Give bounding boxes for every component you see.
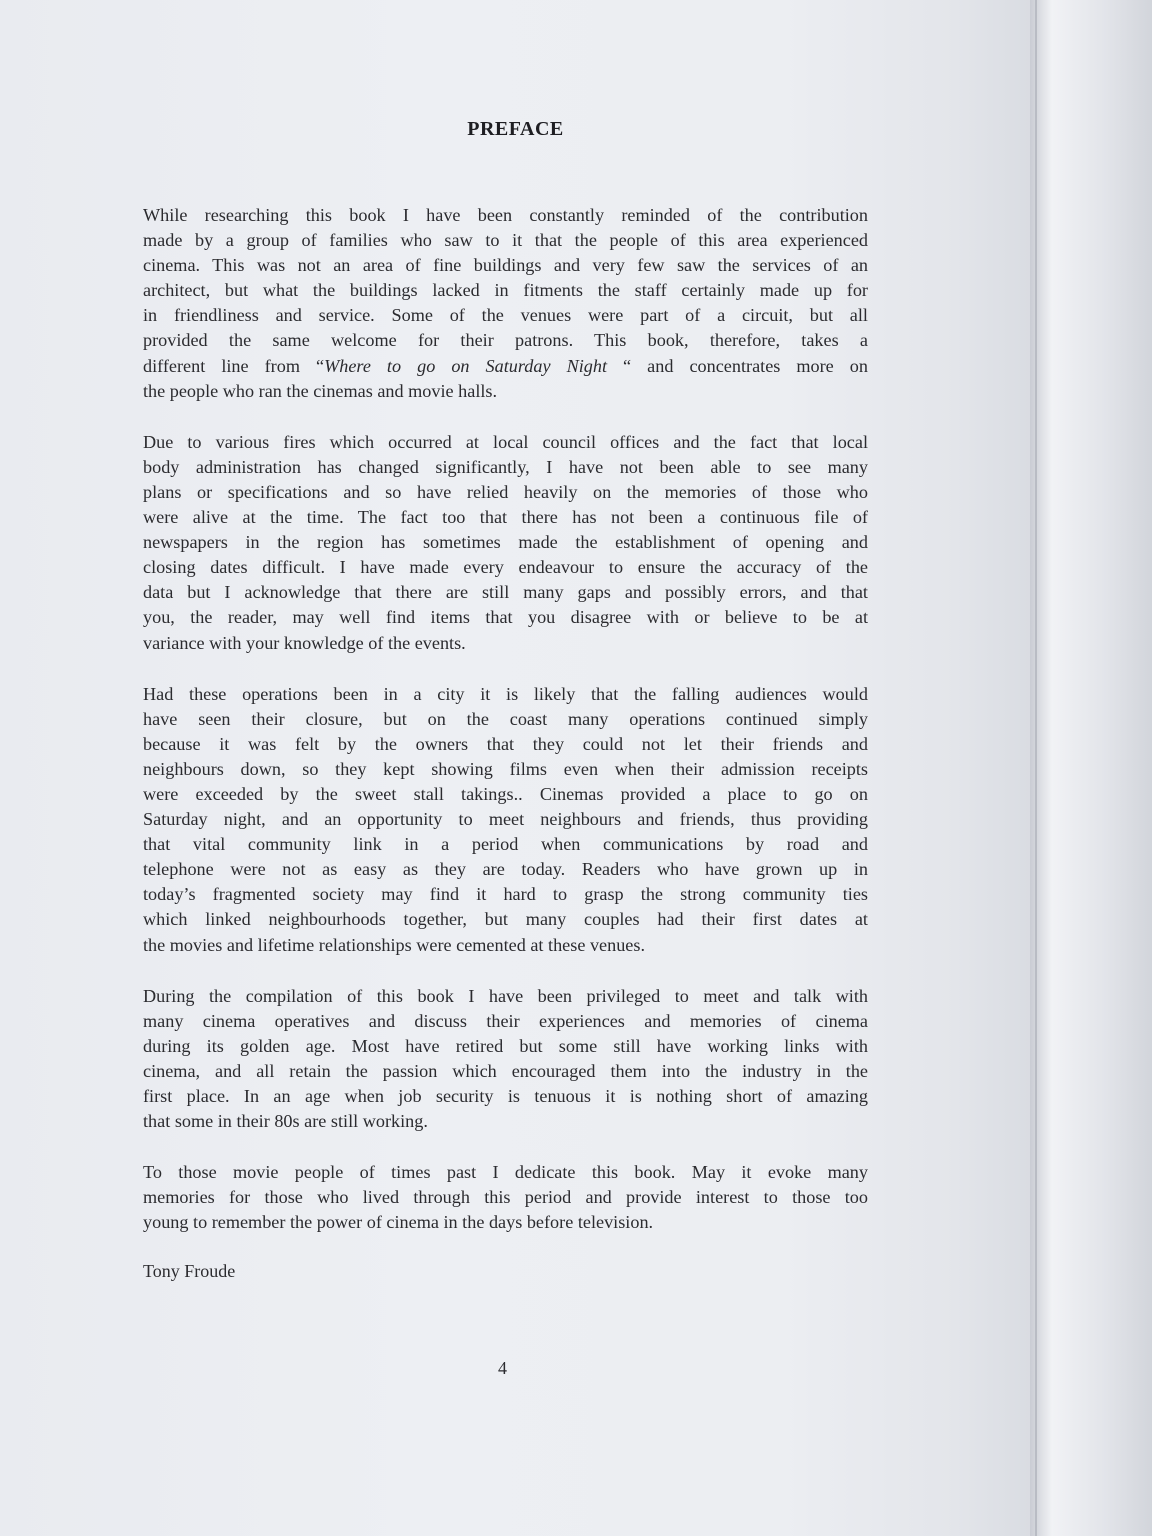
text-line: were alive at the time. The fact too that there has not been a continuous file of	[143, 507, 868, 528]
paragraph-5	[143, 1160, 868, 1235]
text-line: because it was felt by the owners that they could not let their friends and	[143, 733, 868, 754]
text-line: memories for those who lived through this period and provide interest to those too	[143, 1187, 868, 1208]
text-line: body administration has changed significantly, I have not been able to see many	[143, 456, 868, 477]
text-line	[143, 354, 868, 379]
text-segment: different line from “	[143, 355, 325, 376]
text-segment: “ and concentrates more on	[607, 355, 868, 376]
text-line: in friendliness and service. Some of the venues were part of a circuit, but all	[143, 305, 868, 326]
text-line: the people who ran the cinemas and movie halls.	[143, 380, 498, 401]
text-line: the movies and lifetime relationships were cemented at these venues.	[143, 934, 646, 955]
text-line: young to remember the power of cinema in the days before television.	[143, 1212, 654, 1233]
paragraph-1	[143, 203, 868, 404]
text-line: closing dates difficult. I have made every endeavour to ensure the accuracy of the	[143, 557, 868, 578]
text-line: While researching this book I have been constantly reminded of the contribution	[143, 205, 868, 225]
text-line: variance with your knowledge of the events.	[143, 632, 466, 653]
paragraph-3	[143, 682, 868, 958]
text-line: that vital community link in a period when communications by road and	[143, 834, 868, 855]
text-line: were exceeded by the sweet stall takings.. Cinemas provided a place to go on	[143, 783, 868, 804]
text-line: architect, but what the buildings lacked in fitments the staff certainly made up for	[143, 280, 868, 301]
text-line: provided the same welcome for their patrons. This book, therefore, takes a	[143, 330, 868, 351]
text-line: telephone were not as easy as they are today. Readers who have grown up in	[143, 859, 868, 880]
text-line: today’s fragmented society may find it hard to grasp the strong community ties	[143, 884, 868, 905]
text-line: Had these operations been in a city it is likely that the falling audiences would	[143, 683, 868, 704]
text-line: cinema, and all retain the passion which encouraged them into the industry in the	[143, 1060, 868, 1081]
text-line: newspapers in the region has sometimes made the establishment of opening and	[143, 532, 868, 553]
book-title-reference: Where to go on Saturday Night	[324, 355, 608, 376]
paragraph-2	[143, 430, 868, 656]
page-gutter-line	[1035, 0, 1037, 1536]
text-line: made by a group of families who saw to it that the people of this area experienced	[143, 230, 868, 251]
text-line: many cinema operatives and discuss their experiences and memories of cinema	[143, 1010, 868, 1031]
text-line: neighbours down, so they kept showing films even when their admission receipts	[143, 758, 868, 779]
paragraph-4	[143, 984, 868, 1135]
page-number: 4	[498, 1358, 507, 1378]
page-title: PREFACE	[467, 118, 564, 140]
text-line: which linked neighbourhoods together, but many couples had their first dates at	[143, 909, 868, 930]
text-line: you, the reader, may well find items that you disagree with or believe to be at	[143, 607, 868, 628]
next-page-edge	[1030, 0, 1152, 1536]
text-line: first place. In an age when job security is tenuous it is nothing short of amazing	[143, 1086, 868, 1106]
text-line: To those movie people of times past I dedicate this book. May it evoke many	[143, 1162, 868, 1183]
text-line: During the compilation of this book I have been privileged to meet and talk with	[143, 985, 868, 1006]
text-line: cinema. This was not an area of fine buildings and very few saw the services of an	[143, 255, 868, 276]
text-line: that some in their 80s are still working.	[143, 1111, 428, 1132]
text-line: data but I acknowledge that there are still many gaps and possibly errors, and that	[143, 582, 868, 603]
author-signature: Tony Froude	[143, 1261, 236, 1282]
text-line: during its golden age. Most have retired but some still have working links with	[143, 1035, 868, 1056]
page-content	[143, 118, 868, 1282]
text-line: have seen their closure, but on the coast many operations continued simply	[143, 708, 868, 729]
text-line: Saturday night, and an opportunity to meet neighbours and friends, thus providing	[143, 809, 868, 830]
text-line: Due to various fires which occurred at local council offices and the fact that local	[143, 431, 868, 452]
text-line: plans or specifications and so have relied heavily on the memories of those who	[143, 481, 868, 502]
